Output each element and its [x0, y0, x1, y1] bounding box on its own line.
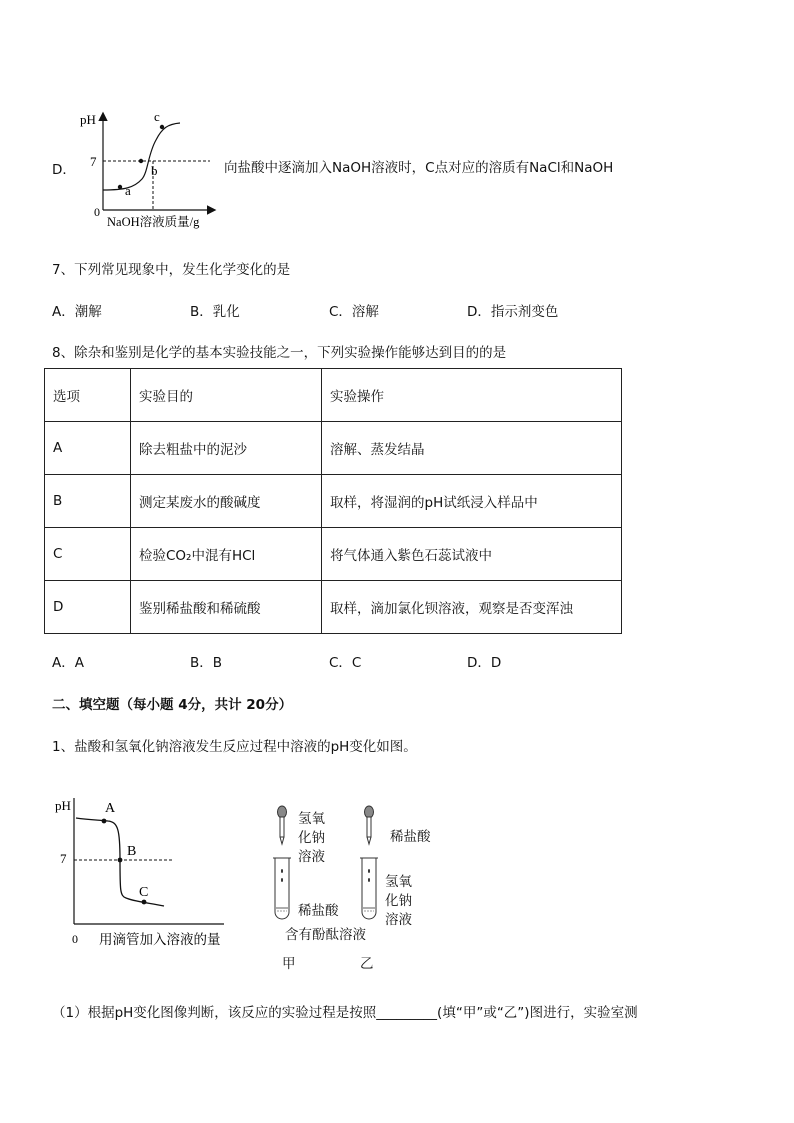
jia-dropper-line3: 溶液	[298, 849, 325, 865]
table-row	[45, 581, 622, 634]
q8-option-a: A．A	[52, 655, 84, 671]
row-a-purpose: 除去粗盐中的泥沙	[131, 422, 322, 475]
row-b-operation: 取样，将湿润的pH试纸浸入样品中	[322, 475, 622, 528]
fill1-x-label: 用滴管加入溶液的量	[99, 932, 221, 948]
fill1-stem: 1、盐酸和氢氧化钠溶液发生反应过程中溶液的pH变化如图。	[52, 739, 417, 755]
fill1-point-b	[118, 858, 123, 863]
q6d-ref-value: 7	[90, 154, 97, 169]
yi-dropper	[365, 806, 374, 844]
table-row	[45, 475, 622, 528]
q6-option-d-statement: 向盐酸中逐滴加入NaOH溶液时，C点对应的溶质有NaCl和NaOH	[224, 160, 614, 176]
jia-dropper	[278, 806, 287, 844]
q6d-ph-curve	[103, 123, 180, 190]
fill1-point-c	[142, 900, 147, 905]
row-c-purpose: 检验CO₂中混有HCl	[131, 528, 322, 581]
fill1-label-a: A	[105, 801, 116, 816]
q7-option-b: B．乳化	[190, 304, 240, 320]
header-purpose: 实验目的	[131, 369, 322, 422]
q6d-origin: 0	[94, 205, 100, 219]
header-option: 选项	[45, 369, 131, 422]
q7-stem: 7、下列常见现象中，发生化学变化的是	[52, 262, 291, 278]
fill1-point-a	[102, 819, 107, 824]
yi-tube-line3: 溶液	[385, 912, 412, 928]
q8-option-c: C．C	[329, 655, 362, 671]
row-b-option: B	[45, 475, 131, 528]
section2-title: 二、填空题（每小题 4分，共计 20分）	[52, 697, 293, 713]
jia-test-tube	[273, 858, 291, 919]
q7-option-c: C．溶解	[329, 304, 379, 320]
q6d-ph-graph	[74, 104, 224, 232]
fill1-ref-value: 7	[60, 851, 67, 866]
q6d-label-a: a	[125, 183, 131, 198]
yi-tube-label	[385, 873, 412, 930]
q8-stem: 8、除杂和鉴别是化学的基本实验技能之一，下列实验操作能够达到目的的是	[52, 345, 507, 361]
fill1-sub1: （1）根据pH变化图像判断，该反应的实验过程是按照_________(填“甲”或“乙”)图进行，实验室测	[52, 1005, 638, 1021]
q6d-label-c: c	[154, 109, 160, 124]
q6d-point-b	[139, 159, 143, 163]
yi-caption: 乙	[360, 956, 374, 972]
table-row	[45, 528, 622, 581]
row-b-purpose: 测定某废水的酸碱度	[131, 475, 322, 528]
fill1-label-b: B	[127, 844, 137, 859]
q6d-y-label: pH	[80, 112, 96, 127]
q8-option-d: D．D	[467, 655, 502, 671]
jia-bottom-label: 含有酚酞溶液	[285, 927, 366, 943]
q6d-point-c	[160, 125, 164, 129]
apparatus-diagram	[268, 800, 458, 980]
jia-dropper-line1: 氢氧	[298, 811, 325, 827]
q8-table	[44, 368, 622, 634]
jia-caption: 甲	[282, 956, 296, 972]
jia-dropper-line2: 化钠	[298, 830, 325, 846]
jia-tube-label: 稀盐酸	[298, 903, 339, 919]
yi-tube-line2: 化钠	[385, 893, 412, 909]
yi-dropper-label: 稀盐酸	[390, 829, 431, 845]
q7-option-d: D．指示剂变色	[467, 304, 559, 320]
table-header-row	[45, 369, 622, 422]
q6d-point-a	[118, 185, 122, 189]
row-a-option: A	[45, 422, 131, 475]
header-operation: 实验操作	[322, 369, 622, 422]
yi-test-tube	[360, 858, 378, 919]
fill1-y-label: pH	[55, 798, 71, 813]
table-row	[45, 422, 622, 475]
row-c-operation: 将气体通入紫色石蕊试液中	[322, 528, 622, 581]
q6d-x-label: NaOH溶液质量/g	[107, 215, 200, 229]
fill1-ph-graph	[50, 790, 250, 955]
row-d-option: D	[45, 581, 131, 634]
q7-option-a: A．潮解	[52, 304, 102, 320]
fill1-origin: 0	[72, 932, 78, 946]
jia-dropper-label	[298, 810, 325, 867]
q6-option-d-label: D．	[52, 162, 76, 178]
q8-option-b: B．B	[190, 655, 223, 671]
fill1-label-c: C	[139, 885, 149, 900]
q6d-label-b: b	[151, 163, 158, 178]
row-c-option: C	[45, 528, 131, 581]
row-d-operation: 取样，滴加氯化钡溶液，观察是否变浑浊	[322, 581, 622, 634]
yi-tube-line1: 氢氧	[385, 874, 412, 890]
row-a-operation: 溶解、蒸发结晶	[322, 422, 622, 475]
row-d-purpose: 鉴别稀盐酸和稀硫酸	[131, 581, 322, 634]
